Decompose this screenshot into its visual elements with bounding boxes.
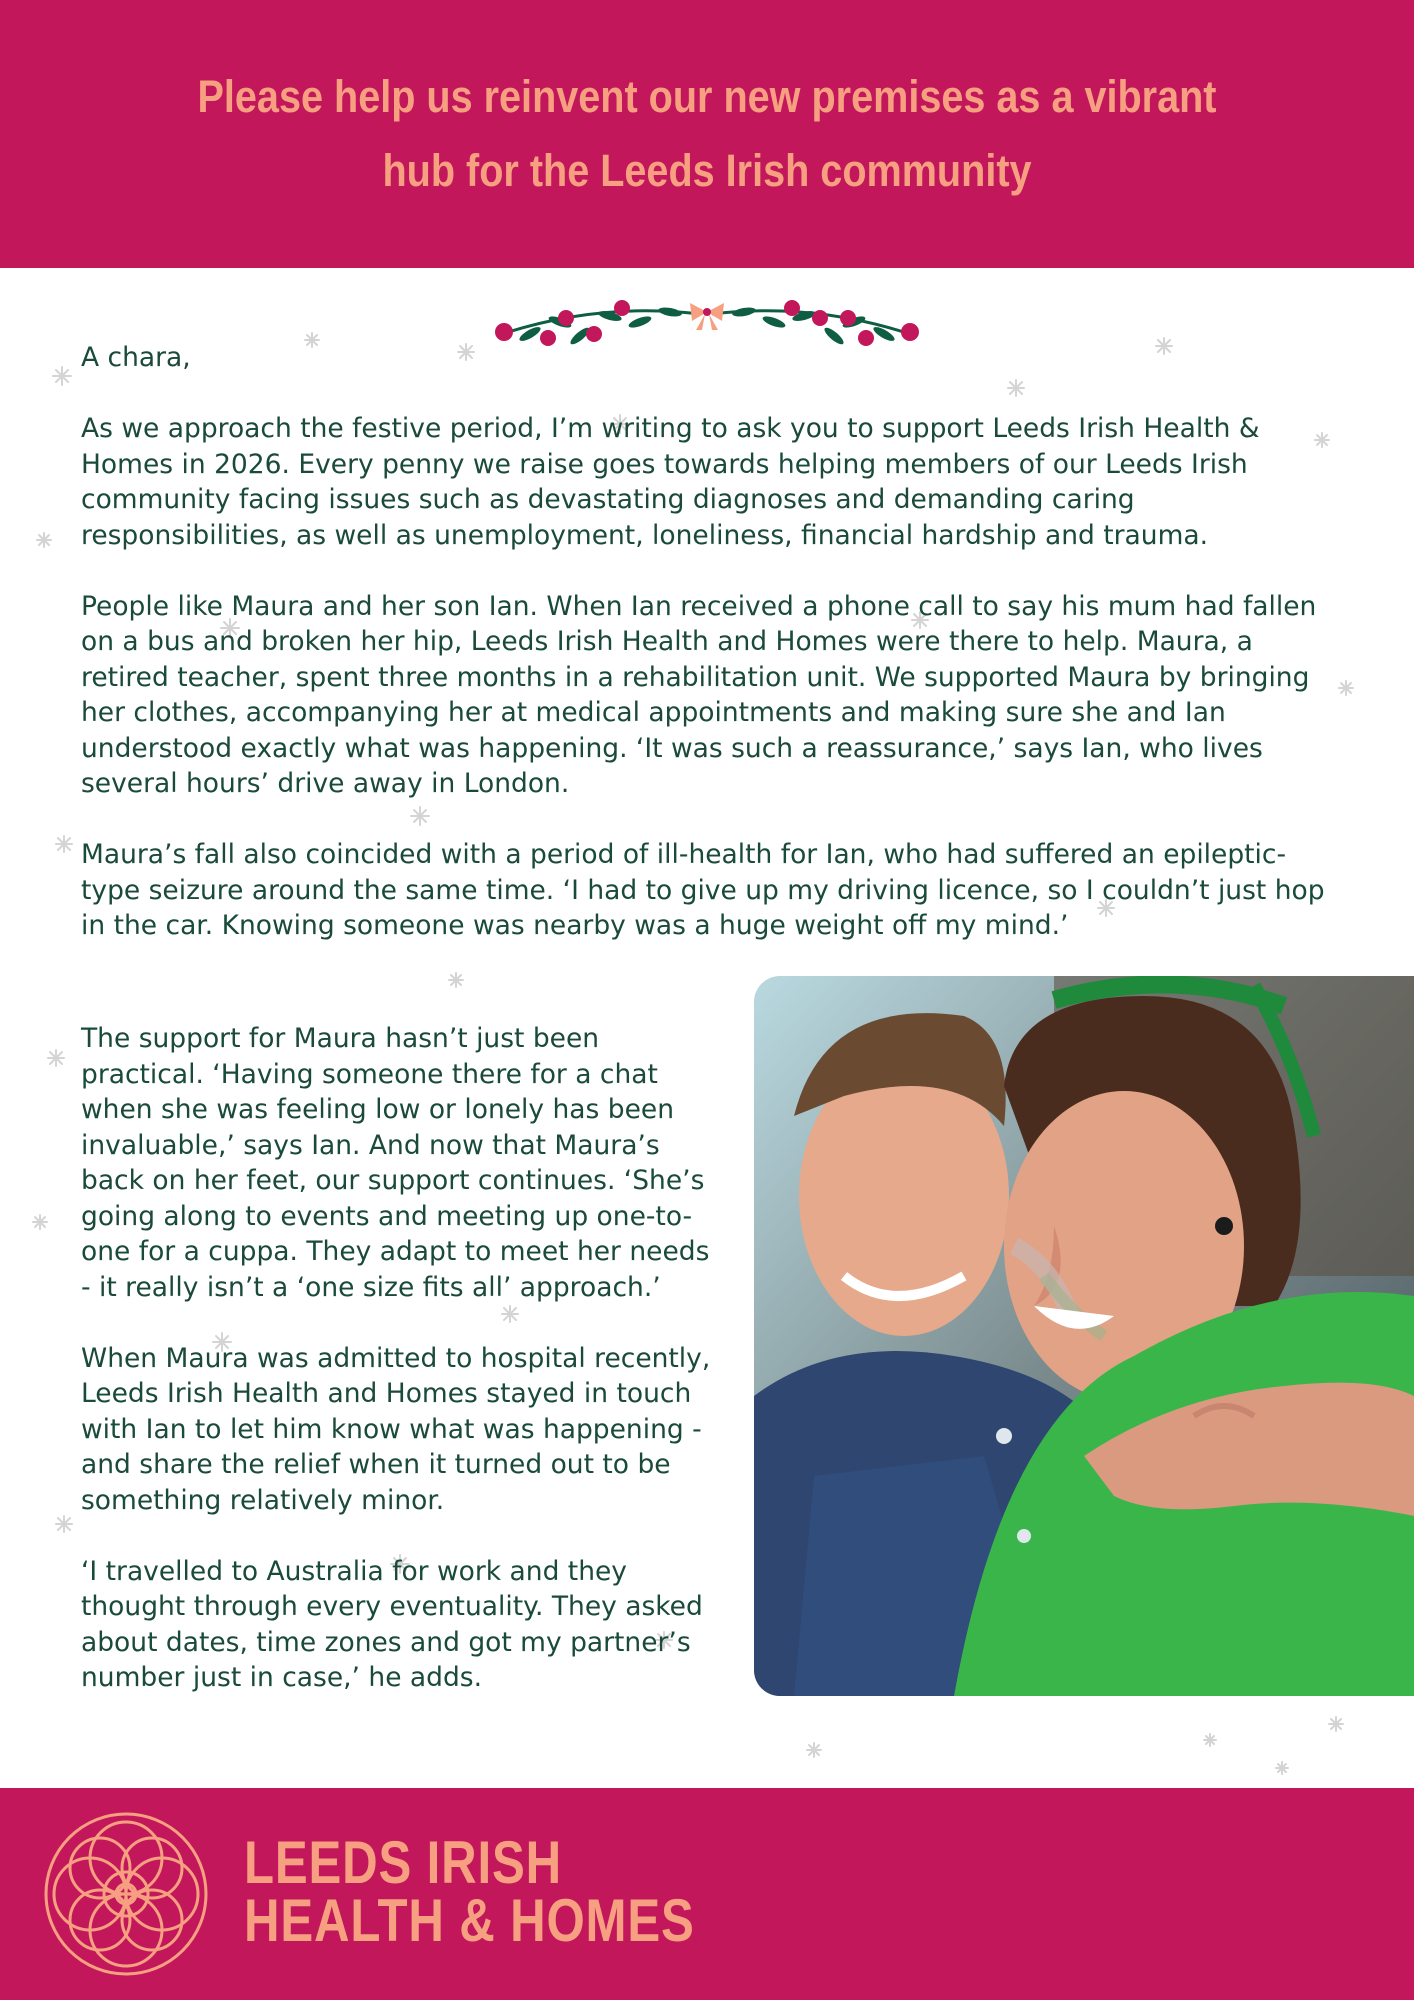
header-banner — [0, 0, 1414, 268]
footer-banner — [0, 1788, 1414, 2000]
logo-line-2: HEALTH & HOMES — [244, 1887, 695, 1954]
celtic-knot-logo-icon — [40, 1808, 212, 1980]
page-title: Please help us reinvent our new premises as a vibrant hub for the Leeds Irish community — [197, 71, 1217, 196]
logo-line-1: LEEDS IRISH — [244, 1829, 562, 1896]
paragraph-appeal: As we approach the festive period, I’m writing to ask you to support Leeds Irish Health & Homes in 2026. Every penny we raise goes towards helping members of our Leeds Irish community facing issues such as devastating diagnoses and demanding caring responsibilities, as well as unemployment, loneliness, financial hardship and trauma. — [81, 413, 1260, 551]
letter-column — [81, 1021, 721, 1731]
logo-wordmark — [244, 1829, 695, 1954]
salutation: A chara, — [81, 342, 191, 373]
paragraph-australia: ‘I travelled to Australia for work and they thought through every eventuality. They asked about dates, time zones and got my partner’s number just in case,’ he adds. — [81, 1555, 703, 1693]
paragraph-maura-story: People like Maura and her son Ian. When Ian received a phone call to say his mum had fallen on a bus and broken her hip, Leeds Irish Health and Homes were there to help. Maura, a retired teacher, spent three months in a rehabilitation unit. We supported Maura by bringing her clothes, accompanying her at medical appointments and making sure she and Ian understood exactly what was happening. ‘It was such a reassurance,’ says Ian, who lives several hours’ drive away in London. — [81, 590, 1317, 799]
letter-body — [81, 340, 1341, 979]
paragraph-ian-health: Maura’s fall also coincided with a period of ill-health for Ian, who had suffered an epileptic-type seizure around the same time. ‘I had to give up my driving licence, so I couldn’t just hop in the car. Knowing someone was nearby was a huge weight off my mind.’ — [81, 839, 1325, 941]
paragraph-support: The support for Maura hasn’t just been practical. ‘Having someone there for a chat when she was feeling low or lonely has been invaluable,’ says Ian. And now that Maura’s back on her feet, our support continues. ‘She’s going along to events and meeting up one-to-one for a cuppa. They adapt to meet her needs - it really isn’t a ‘one size fits all’ approach.’ — [81, 1023, 710, 1303]
photo-maura-and-ian — [754, 976, 1414, 1696]
paragraph-hospital: When Maura was admitted to hospital recently, Leeds Irish Health and Homes stayed in touch with Ian to let him know what was happening - and share the relief when it turned out to be something relatively minor. — [81, 1342, 711, 1516]
